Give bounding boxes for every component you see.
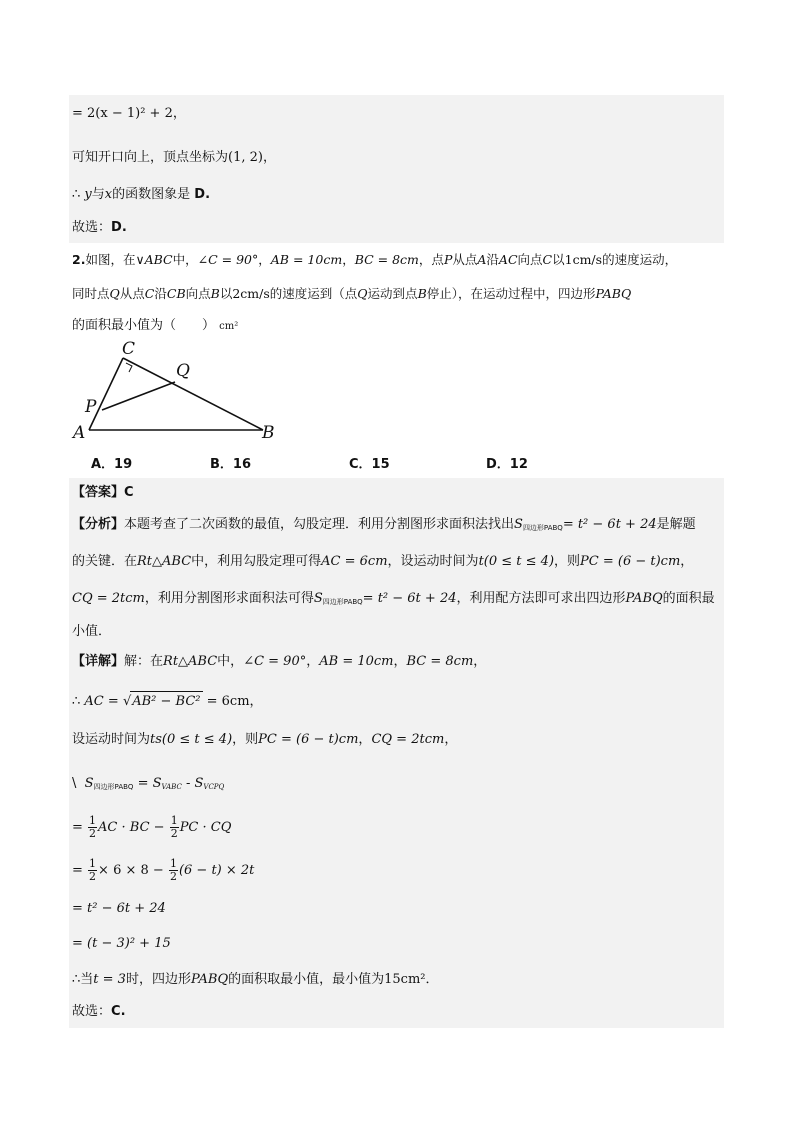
option-c[interactable]: C．15	[349, 457, 390, 472]
analysis-line-2	[72, 552, 693, 572]
text: 以	[552, 252, 565, 267]
answer-letter: C	[111, 1004, 121, 1019]
question-line-2	[72, 284, 631, 304]
text: .	[205, 187, 211, 202]
math: (6 − t) × 2t	[178, 863, 255, 878]
text: 运动到点	[367, 286, 418, 301]
math-subscript: 四边形PABQ	[93, 783, 134, 791]
math: -	[185, 776, 191, 791]
text: 的关键．在	[72, 554, 138, 569]
text: 中，利用勾股定理可得	[191, 554, 322, 569]
text: 中，	[217, 654, 244, 669]
math: = t² − 6t + 24	[362, 591, 457, 606]
math: A	[477, 252, 487, 267]
answer-label: 【答案】	[72, 485, 125, 500]
math: × 6 × 8 −	[98, 863, 164, 878]
text: ，	[444, 732, 458, 747]
question-line-1	[72, 250, 677, 270]
math: ts(0 ≤ t ≤ 4)	[150, 732, 233, 747]
numerator: 1	[170, 814, 178, 827]
detail-line-7	[72, 899, 166, 919]
text: 本题考查了二次函数的最值，勾股定理．利用分割图形求面积法找出	[124, 517, 515, 532]
detail-line-6	[72, 858, 254, 883]
math: 2cm/s	[232, 286, 270, 301]
text: ，	[262, 150, 276, 165]
math: AC = 6cm	[321, 554, 388, 569]
text: 故选：	[72, 220, 112, 235]
detail-line-9	[72, 970, 439, 990]
text: 如图，在∨	[85, 252, 145, 267]
therefore-symbol: ∴	[72, 187, 81, 202]
math: = t² − 6t + 24	[562, 517, 657, 532]
text: ．	[425, 972, 439, 987]
text: ∴当	[72, 972, 94, 987]
text: ，	[342, 252, 355, 267]
label-P: P	[85, 397, 97, 417]
fraction	[88, 815, 97, 840]
math: PC = (6 − t)cm	[580, 554, 681, 569]
text: 的速度运到（点	[269, 286, 358, 301]
detail-line-8	[72, 934, 171, 954]
math: C	[144, 286, 155, 301]
denominator: 2	[169, 870, 177, 883]
text: 解：在	[124, 654, 164, 669]
text: 向点	[185, 286, 211, 301]
math: Q	[357, 286, 368, 301]
label-C: C	[122, 339, 136, 359]
fraction	[169, 858, 178, 883]
option-d[interactable]: D．12	[486, 457, 528, 472]
math-subscript: 四边形PABQ	[522, 524, 563, 532]
math-radicand: AB² − BC²	[130, 691, 202, 712]
text: 设运动时间为	[72, 732, 151, 747]
math: P	[443, 252, 453, 267]
math: CB	[166, 286, 186, 301]
text: ，	[258, 252, 271, 267]
text: 从点	[119, 286, 145, 301]
math: CQ = 2tcm	[371, 732, 445, 747]
math: AC · BC −	[98, 820, 165, 835]
text: 中，	[172, 252, 198, 267]
analysis-line-1	[72, 515, 696, 538]
therefore-symbol: ∴	[72, 694, 81, 709]
detail-line-3	[72, 730, 457, 750]
triangle-figure	[70, 338, 290, 443]
answer-value: C	[124, 485, 134, 500]
text: ，	[680, 554, 694, 569]
text: 的速度运动，	[602, 252, 678, 267]
text: 时，四边形	[125, 972, 191, 987]
question-number: 2.	[72, 252, 86, 267]
math: AB = 10cm	[319, 654, 394, 669]
math: PABQ	[625, 591, 663, 606]
math: t = 3	[93, 972, 126, 987]
label-Q: Q	[176, 361, 190, 381]
detail-line-10	[72, 1002, 126, 1022]
fraction	[88, 858, 97, 883]
math: BC = 8cm	[406, 654, 474, 669]
detail-line-1	[72, 652, 486, 672]
math-subscript: 四边形PABQ	[322, 598, 363, 606]
math: t(0 ≤ t ≤ 4)	[478, 554, 555, 569]
math: C	[542, 252, 553, 267]
math: =	[72, 820, 83, 835]
text: 以	[219, 286, 233, 301]
math: Rt△ABC	[137, 554, 192, 569]
var-y: y	[84, 187, 92, 202]
fraction	[170, 815, 179, 840]
math: PABQ	[190, 972, 229, 987]
text: ，则	[554, 554, 581, 569]
math: = 6cm	[206, 694, 250, 709]
math: 15cm²	[384, 972, 426, 987]
math: B	[417, 286, 427, 301]
text: ，设运动时间为	[387, 554, 479, 569]
text: ，	[249, 694, 263, 709]
denominator: 2	[89, 827, 97, 840]
text: .	[120, 1004, 126, 1019]
math: PC = (6 − t)cm	[258, 732, 359, 747]
math-subscript: VABC	[161, 783, 182, 791]
text: ，	[358, 732, 372, 747]
math: Q	[109, 286, 120, 301]
top-line-3	[72, 185, 210, 205]
because-symbol: \	[72, 776, 77, 791]
vertex-coord: (1, 2)	[228, 150, 263, 165]
math: ∠C = 90°	[197, 252, 259, 267]
math: =	[137, 776, 149, 791]
math: = t² − 6t + 24	[72, 901, 166, 916]
label-A: A	[73, 423, 86, 443]
math: AB = 10cm	[270, 252, 343, 267]
answer-line	[72, 483, 134, 503]
math: AC =	[84, 694, 119, 709]
detail-line-2	[72, 691, 263, 712]
math: PABQ	[595, 286, 632, 301]
numerator: 1	[169, 857, 177, 870]
detail-label: 【详解】	[72, 654, 125, 669]
analysis-line-4	[72, 622, 111, 642]
formula: = 2(x − 1)² + 2，	[72, 106, 186, 121]
top-line-1	[72, 104, 186, 124]
math: BC = 8cm	[354, 252, 419, 267]
segment-AC	[89, 358, 123, 430]
math: ∠C = 90°	[243, 654, 307, 669]
math: S	[194, 776, 204, 791]
math-subscript: VCPQ	[203, 783, 225, 791]
top-line-4	[72, 218, 127, 238]
math: ABC	[144, 252, 173, 267]
unit: cm²	[219, 321, 239, 332]
math: S	[313, 591, 323, 606]
right-angle-mark	[126, 363, 132, 372]
option-a[interactable]: A．19	[91, 457, 133, 472]
option-b[interactable]: B．16	[210, 457, 251, 472]
denominator: 2	[170, 827, 178, 840]
text: 停止），在运动过程中，四边形	[426, 286, 596, 301]
text: ，利用配方法即可求出四边形	[456, 591, 626, 606]
text: 沿	[486, 252, 499, 267]
text: 的面积取最小值，最小值为	[228, 972, 385, 987]
text: ，点	[418, 252, 444, 267]
text: 与	[91, 187, 105, 202]
var-x: x	[104, 187, 113, 202]
math: AC	[498, 252, 518, 267]
top-line-2	[72, 148, 276, 168]
text: ，	[473, 654, 487, 669]
text: 可知开口向上，顶点坐标为	[72, 150, 229, 165]
analysis-label: 【分析】	[72, 517, 125, 532]
text: 的面积最	[662, 591, 715, 606]
text: .	[121, 220, 127, 235]
text: 小值．	[72, 624, 112, 639]
text: 向点	[517, 252, 543, 267]
numerator: 1	[89, 857, 97, 870]
math: 1cm/s	[564, 252, 603, 267]
math: Rt△ABC	[163, 654, 218, 669]
text: 故选：	[72, 1004, 112, 1019]
math: PC · CQ	[179, 820, 232, 835]
math: = (t − 3)² + 15	[72, 936, 171, 951]
text: ，	[306, 654, 320, 669]
math: =	[72, 863, 83, 878]
math: S	[84, 776, 94, 791]
answer-letter: D	[111, 220, 122, 235]
text: 从点	[452, 252, 478, 267]
math: S	[152, 776, 162, 791]
answer-letter: D	[194, 187, 206, 202]
math: B	[210, 286, 220, 301]
math: S	[514, 517, 523, 532]
text: 的面积最小值为（ ）	[72, 318, 216, 333]
text: ，利用分割图形求面积法可得	[144, 591, 314, 606]
detail-line-5	[72, 815, 231, 840]
text: 的函数图象是	[112, 187, 191, 202]
text: ，	[393, 654, 407, 669]
segment-PQ	[102, 382, 175, 410]
text: 同时点	[72, 286, 110, 301]
detail-line-4	[72, 774, 224, 797]
text: 沿	[154, 286, 167, 301]
numerator: 1	[89, 814, 97, 827]
text: 是解题	[656, 517, 696, 532]
sqrt-sign: √	[122, 694, 132, 709]
label-B: B	[262, 423, 275, 443]
analysis-line-3	[72, 589, 715, 612]
math: CQ = 2tcm	[72, 591, 145, 606]
text: ，则	[232, 732, 259, 747]
denominator: 2	[89, 870, 97, 883]
question-line-3	[72, 316, 238, 337]
